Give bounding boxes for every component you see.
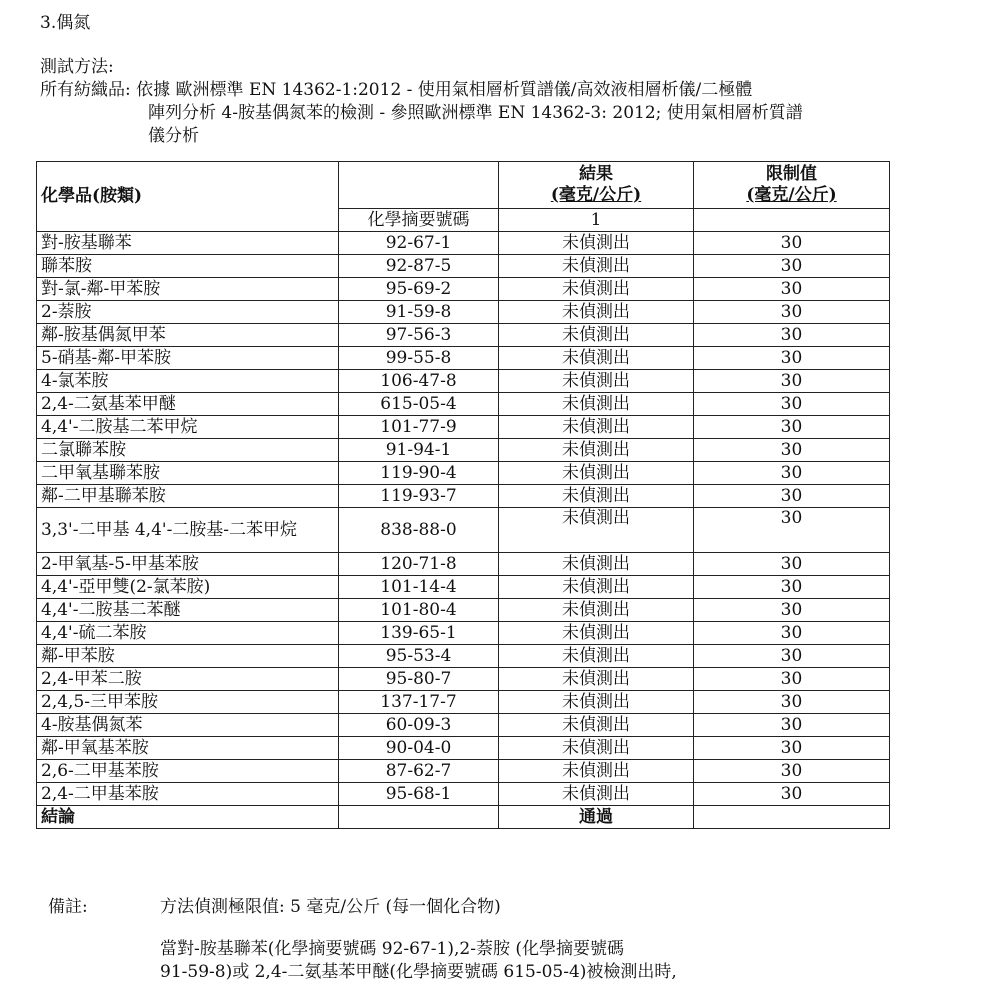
limit-cell: 30 <box>694 255 890 278</box>
chemical-name-cell: 聯苯胺 <box>37 255 339 278</box>
remarks-note-line-2: 91-59-8)或 2,4-二氨基苯甲醚(化學摘要號碼 615-05-4)被檢測出時, <box>160 962 677 982</box>
conclusion-row <box>37 806 890 829</box>
chemical-name-cell: 3,3'-二甲基 4,4'-二胺基-二苯甲烷 <box>37 508 339 553</box>
result-cell: 未偵測出 <box>499 485 694 508</box>
result-cell: 未偵測出 <box>499 324 694 347</box>
blank-subheader-cell <box>694 209 890 232</box>
cas-number-cell: 139-65-1 <box>339 622 499 645</box>
remarks-note-line-1: 當對-胺基聯苯(化學摘要號碼 92-67-1),2-萘胺 (化學摘要號碼 <box>160 939 624 959</box>
chemical-name-cell: 二氯聯苯胺 <box>37 439 339 462</box>
result-cell: 未偵測出 <box>499 668 694 691</box>
remarks-detection-limit: 方法偵測極限值: 5 毫克/公斤 (每一個化合物) <box>160 897 501 917</box>
chemical-name-cell: 4,4'-硫二苯胺 <box>37 622 339 645</box>
result-cell: 未偵測出 <box>499 737 694 760</box>
result-cell: 未偵測出 <box>499 416 694 439</box>
cas-column-header: 化學摘要號碼 <box>339 209 499 232</box>
limit-cell: 30 <box>694 668 890 691</box>
result-cell: 未偵測出 <box>499 462 694 485</box>
limit-cell: 30 <box>694 760 890 783</box>
limit-cell: 30 <box>694 645 890 668</box>
result-header-label: 結果 <box>579 164 613 184</box>
cas-number-cell: 60-09-3 <box>339 714 499 737</box>
conclusion-limit-blank-cell <box>694 806 890 829</box>
cas-number-cell: 119-90-4 <box>339 462 499 485</box>
cas-number-cell: 91-94-1 <box>339 439 499 462</box>
table-row <box>37 485 890 508</box>
chemical-name-cell: 4,4'-二胺基二苯甲烷 <box>37 416 339 439</box>
chemical-column-header: 化學品(胺類) <box>37 162 339 232</box>
limit-cell: 30 <box>694 278 890 301</box>
chemical-name-cell: 4,4'-二胺基二苯醚 <box>37 599 339 622</box>
table-row <box>37 232 890 255</box>
result-cell: 未偵測出 <box>499 255 694 278</box>
result-cell: 未偵測出 <box>499 508 694 553</box>
cas-number-cell: 95-80-7 <box>339 668 499 691</box>
limit-cell: 30 <box>694 508 890 553</box>
chemical-name-cell: 2-甲氧基-5-甲基苯胺 <box>37 553 339 576</box>
result-cell: 未偵測出 <box>499 599 694 622</box>
cas-number-cell: 120-71-8 <box>339 553 499 576</box>
result-cell: 未偵測出 <box>499 622 694 645</box>
conclusion-blank-cell <box>339 806 499 829</box>
remarks-label: 備註: <box>48 897 88 917</box>
blank-header-cell <box>339 162 499 209</box>
table-row <box>37 462 890 485</box>
cas-number-cell: 95-69-2 <box>339 278 499 301</box>
cas-number-cell: 95-53-4 <box>339 645 499 668</box>
chemical-name-cell: 鄰-胺基偶氮甲苯 <box>37 324 339 347</box>
conclusion-label: 結論 <box>37 806 339 829</box>
result-cell: 未偵測出 <box>499 714 694 737</box>
limit-cell: 30 <box>694 553 890 576</box>
chemical-name-cell: 2,4-二氨基苯甲醚 <box>37 393 339 416</box>
table-row <box>37 439 890 462</box>
chemical-name-cell: 對-胺基聯苯 <box>37 232 339 255</box>
limit-cell: 30 <box>694 462 890 485</box>
table-row <box>37 370 890 393</box>
cas-number-cell: 106-47-8 <box>339 370 499 393</box>
result-cell: 未偵測出 <box>499 783 694 806</box>
limit-cell: 30 <box>694 324 890 347</box>
table-row <box>37 255 890 278</box>
limit-cell: 30 <box>694 485 890 508</box>
method-description-line-3: 儀分析 <box>148 126 199 146</box>
chemical-name-cell: 鄰-甲氧基苯胺 <box>37 737 339 760</box>
limit-cell: 30 <box>694 622 890 645</box>
cas-number-cell: 137-17-7 <box>339 691 499 714</box>
method-description-line-1: 所有紡織品: 依據 歐洲標準 EN 14362-1:2012 - 使用氣相層析質譜儀/高效液相層析儀/二極體 <box>40 80 753 100</box>
result-cell: 未偵測出 <box>499 645 694 668</box>
limit-cell: 30 <box>694 416 890 439</box>
conclusion-value: 通過 <box>499 806 694 829</box>
chemical-name-cell: 2-萘胺 <box>37 301 339 324</box>
limit-cell: 30 <box>694 737 890 760</box>
table-row <box>37 324 890 347</box>
limit-cell: 30 <box>694 691 890 714</box>
table-row <box>37 737 890 760</box>
cas-number-cell: 101-80-4 <box>339 599 499 622</box>
cas-number-cell: 838-88-0 <box>339 508 499 553</box>
result-cell: 未偵測出 <box>499 370 694 393</box>
cas-number-cell: 92-67-1 <box>339 232 499 255</box>
method-heading: 測試方法: <box>40 57 114 77</box>
table-row <box>37 783 890 806</box>
limit-header-unit: (毫克/公斤) <box>746 185 837 205</box>
table-row <box>37 278 890 301</box>
cas-number-cell: 97-56-3 <box>339 324 499 347</box>
cas-number-cell: 99-55-8 <box>339 347 499 370</box>
table-row <box>37 760 890 783</box>
header-row <box>37 162 890 209</box>
chemical-name-cell: 鄰-甲苯胺 <box>37 645 339 668</box>
table-row <box>37 301 890 324</box>
azo-amines-results-table <box>36 161 890 829</box>
limit-cell: 30 <box>694 714 890 737</box>
chemical-name-cell: 4-氯苯胺 <box>37 370 339 393</box>
cas-number-cell: 91-59-8 <box>339 301 499 324</box>
table-row <box>37 416 890 439</box>
table-row <box>37 347 890 370</box>
result-cell: 未偵測出 <box>499 232 694 255</box>
table-body <box>37 162 890 829</box>
chemical-name-cell: 2,4-甲苯二胺 <box>37 668 339 691</box>
method-description-line-2: 陣列分析 4-胺基偶氮苯的檢測 - 參照歐洲標準 EN 14362-3: 2012; 使用氣相層析質譜 <box>148 103 803 123</box>
result-header-unit: (毫克/公斤) <box>550 185 642 205</box>
limit-cell: 30 <box>694 370 890 393</box>
limit-cell: 30 <box>694 439 890 462</box>
limit-cell: 30 <box>694 232 890 255</box>
cas-number-cell: 95-68-1 <box>339 783 499 806</box>
result-cell: 未偵測出 <box>499 393 694 416</box>
chemical-name-cell: 2,6-二甲基苯胺 <box>37 760 339 783</box>
section-title: 3.偶氮 <box>40 13 91 33</box>
chemical-name-cell: 5-硝基-鄰-甲苯胺 <box>37 347 339 370</box>
table-row <box>37 668 890 691</box>
result-cell: 未偵測出 <box>499 439 694 462</box>
table-row <box>37 622 890 645</box>
cas-number-cell: 119-93-7 <box>339 485 499 508</box>
table-row <box>37 645 890 668</box>
chemical-name-cell: 2,4,5-三甲苯胺 <box>37 691 339 714</box>
table-row <box>37 714 890 737</box>
table-row <box>37 576 890 599</box>
result-column-header <box>499 162 694 209</box>
cas-number-cell: 87-62-7 <box>339 760 499 783</box>
table-row <box>37 508 890 553</box>
limit-header-label: 限制值 <box>766 164 817 184</box>
result-cell: 未偵測出 <box>499 760 694 783</box>
table-row <box>37 691 890 714</box>
cas-number-cell: 615-05-4 <box>339 393 499 416</box>
result-cell: 未偵測出 <box>499 691 694 714</box>
limit-cell: 30 <box>694 599 890 622</box>
cas-number-cell: 90-04-0 <box>339 737 499 760</box>
table-row <box>37 599 890 622</box>
table-row <box>37 393 890 416</box>
sample-number-header: 1 <box>499 209 694 232</box>
cas-number-cell: 92-87-5 <box>339 255 499 278</box>
chemical-name-cell: 4-胺基偶氮苯 <box>37 714 339 737</box>
cas-number-cell: 101-14-4 <box>339 576 499 599</box>
result-cell: 未偵測出 <box>499 347 694 370</box>
chemical-name-cell: 4,4'-亞甲雙(2-氯苯胺) <box>37 576 339 599</box>
chemical-name-cell: 對-氯-鄰-甲苯胺 <box>37 278 339 301</box>
limit-cell: 30 <box>694 301 890 324</box>
limit-cell: 30 <box>694 576 890 599</box>
limit-cell: 30 <box>694 783 890 806</box>
chemical-name-cell: 鄰-二甲基聯苯胺 <box>37 485 339 508</box>
table-row <box>37 553 890 576</box>
limit-cell: 30 <box>694 393 890 416</box>
result-cell: 未偵測出 <box>499 576 694 599</box>
result-cell: 未偵測出 <box>499 301 694 324</box>
limit-column-header <box>694 162 890 209</box>
result-cell: 未偵測出 <box>499 553 694 576</box>
limit-cell: 30 <box>694 347 890 370</box>
chemical-name-cell: 二甲氧基聯苯胺 <box>37 462 339 485</box>
result-cell: 未偵測出 <box>499 278 694 301</box>
chemical-name-cell: 2,4-二甲基苯胺 <box>37 783 339 806</box>
cas-number-cell: 101-77-9 <box>339 416 499 439</box>
